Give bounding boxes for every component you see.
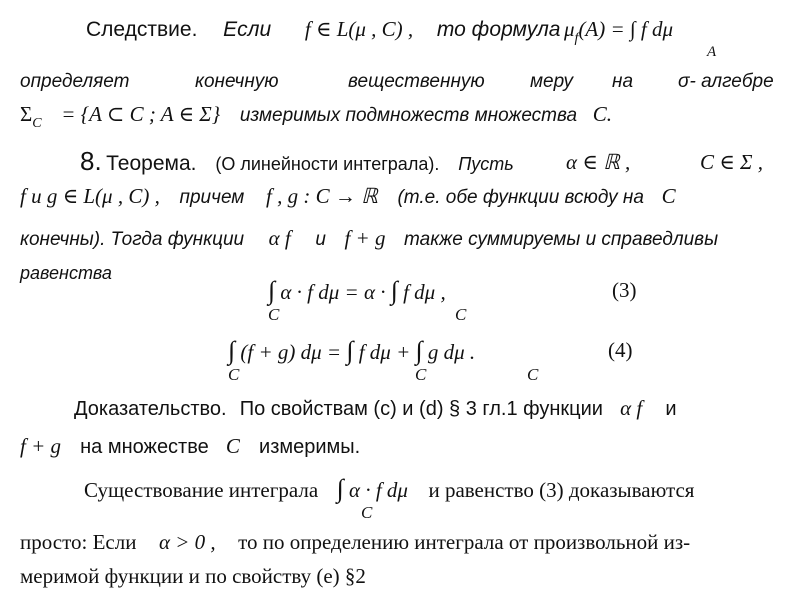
- measure-formula: [564, 17, 674, 46]
- proof-line-5: меримой функции и по свойству (e) §2: [20, 564, 366, 588]
- eq3-rhs-int: ∫: [390, 276, 398, 305]
- corollary-label: Следствие.: [86, 18, 198, 41]
- proof-measurable: измеримы.: [259, 436, 361, 458]
- eq4: [228, 338, 475, 364]
- theorem-let: Пусть: [458, 154, 514, 174]
- corollary-f-in-l: f ∈ L(μ , C) ,: [304, 17, 414, 41]
- theorem-f-plus-g: f + g: [344, 226, 386, 250]
- corollary-w3: вещественную: [348, 71, 485, 92]
- proof-line-4: [20, 532, 690, 553]
- eq4-mid-sub: C: [415, 365, 427, 384]
- eq4-rhs-int: ∫: [415, 336, 423, 365]
- theorem-number: 8.: [80, 146, 102, 176]
- eq4-lhs-int: ∫: [228, 336, 236, 365]
- corollary-if: Если: [223, 18, 272, 41]
- theorem-label: Теорема.: [106, 152, 197, 175]
- proof-existence-rest: и равенство (3) доказываются: [428, 478, 695, 502]
- measurable-subsets: измеримых подмножеств множества: [239, 105, 578, 126]
- sigma-c-sub: C: [32, 116, 42, 131]
- theorem-line-1: [80, 148, 514, 174]
- set-c: C.: [592, 102, 613, 126]
- eq3: [268, 278, 446, 304]
- theorem-line-3: [20, 228, 718, 249]
- eq3-number: (3): [612, 278, 637, 302]
- proof-alpha-f: α f: [620, 396, 643, 420]
- proof-by-definition: то по определению интеграла от произвольной из-: [238, 530, 691, 554]
- corollary-w1: определяет: [20, 71, 130, 92]
- eq4-rhs-body: g dμ .: [427, 340, 476, 364]
- theorem-fg-map: f , g : C → ℝ: [266, 184, 378, 208]
- corollary-w4: меру: [530, 71, 574, 92]
- measure-rhs: (A) = ∫ f dμ: [578, 17, 674, 41]
- proof-line-2: [20, 436, 360, 457]
- eq4-rhs-sub: C: [527, 365, 539, 384]
- eq3-lhs-body: α · f dμ = α ·: [280, 280, 386, 304]
- theorem-f-and-g: f и g ∈ L(μ , C) ,: [20, 184, 160, 208]
- theorem-and: и: [315, 229, 326, 250]
- eq3-lhs-sub: C: [268, 305, 280, 324]
- eq3-lhs-int: ∫: [268, 276, 276, 305]
- proof-text-1: По свойствам (c) и (d) § 3 гл.1 функции: [239, 398, 603, 420]
- eq4-mid-body: f dμ +: [358, 340, 411, 364]
- proof-line-3: [84, 476, 694, 502]
- corollary-w2: конечную: [195, 71, 279, 92]
- theorem-moreover: причем: [179, 187, 245, 208]
- sigma-c: Σ: [20, 102, 33, 126]
- measure-int-sub: A: [707, 44, 717, 60]
- set-definition: = {A ⊂ C ; A ∈ Σ}: [61, 102, 221, 126]
- eq4-lhs-sub: C: [228, 365, 240, 384]
- proof-line-1: [74, 398, 677, 419]
- corollary-line-1: [86, 19, 560, 40]
- corollary-line-3: [20, 102, 613, 131]
- proof-label: Доказательство.: [74, 398, 227, 420]
- proof-f-plus-g: f + g: [20, 434, 62, 458]
- proof-int: ∫: [336, 474, 344, 503]
- proof-and: и: [665, 398, 677, 420]
- eq4-lhs-body: (f + g) dμ =: [240, 340, 342, 364]
- proof-existence: Существование интеграла: [84, 478, 319, 502]
- proof-alpha-gt: α > 0 ,: [158, 530, 216, 554]
- eq3-rhs-sub: C: [455, 305, 467, 324]
- theorem-also-summable: также суммируемы и справедливы: [404, 229, 719, 250]
- proof-on-set: на множестве: [80, 436, 209, 458]
- theorem-finite: конечны). Тогда функции: [20, 229, 245, 250]
- measure-mu: μ: [564, 17, 575, 41]
- theorem-c-in-sigma: C ∈ Σ ,: [700, 150, 764, 174]
- eq4-number: (4): [608, 338, 633, 362]
- proof-set-c: C: [225, 434, 240, 458]
- proof-int-sub: C: [361, 503, 373, 522]
- theorem-paren-c: C: [661, 184, 676, 208]
- theorem-paren-note: (т.е. обе функции всюду на: [397, 187, 644, 208]
- corollary-then-formula: то формула: [436, 18, 561, 41]
- theorem-line-2: [20, 186, 676, 207]
- theorem-title: (О линейности интеграла).: [215, 154, 440, 174]
- corollary-sigma-algebra: σ- алгебре: [678, 71, 774, 92]
- eq3-rhs-body: f dμ ,: [403, 280, 446, 304]
- theorem-equalities: равенства: [20, 263, 112, 283]
- eq4-mid-int: ∫: [346, 336, 354, 365]
- proof-int-body: α · f dμ: [349, 478, 408, 502]
- theorem-alpha-in-r: α ∈ ℝ ,: [566, 150, 631, 174]
- corollary-w5: на: [612, 71, 634, 92]
- theorem-alpha-f: α f: [268, 226, 291, 250]
- proof-simply: просто: Если: [20, 530, 137, 554]
- measure-mu-sub: f: [574, 31, 579, 46]
